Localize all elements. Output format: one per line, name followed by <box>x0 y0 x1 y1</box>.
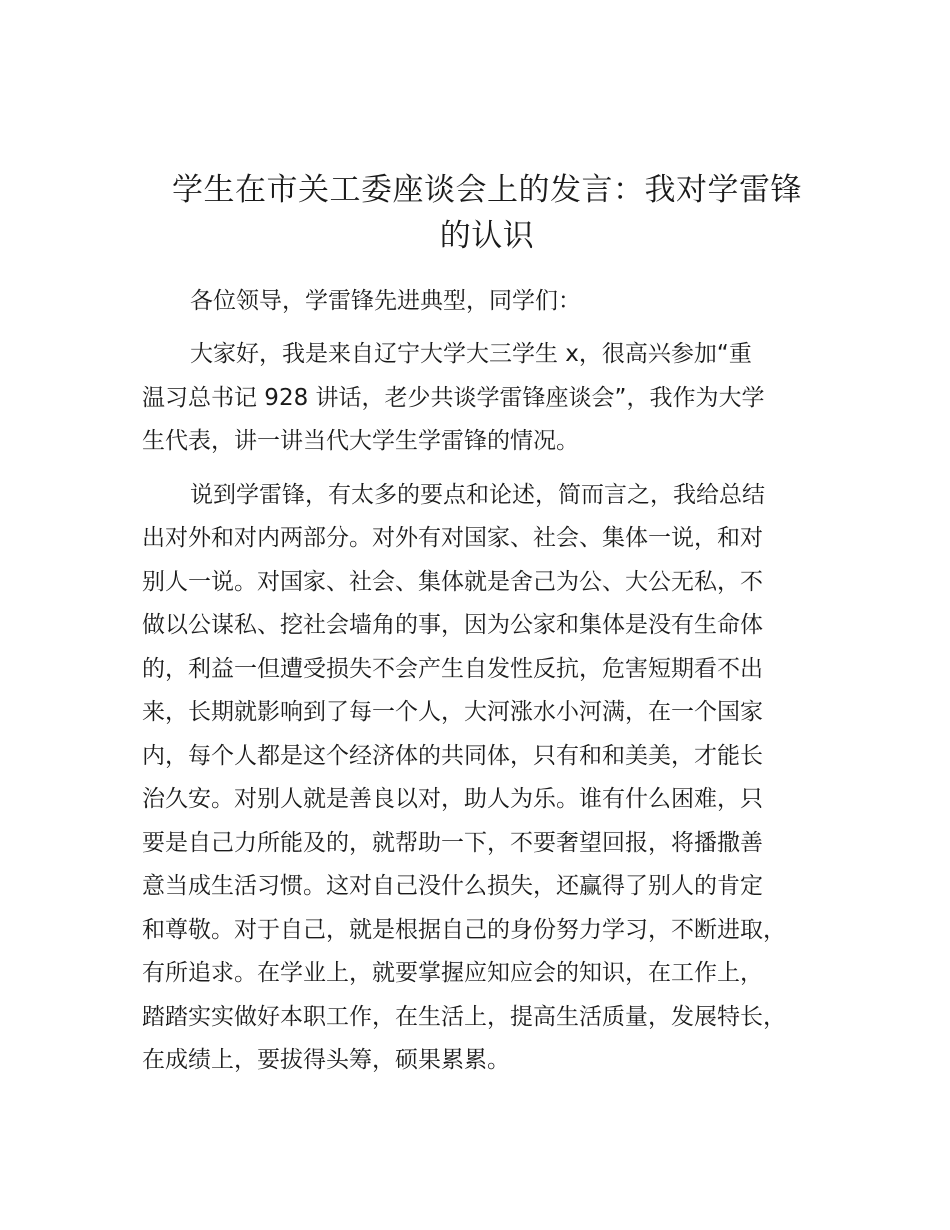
salutation: 各位领导，学雷锋先进典型，同学们： <box>190 288 581 314</box>
document-title <box>142 167 832 259</box>
paragraph-line: 要是自己力所能及的，就帮助一下，不要奢望回报，将播撒善 <box>142 829 763 856</box>
paragraph-greeting <box>142 333 832 464</box>
paragraph-line: 内，每个人都是这个经济体的共同体，只有和和美美，才能长 <box>142 742 763 769</box>
paragraph-line: 的，利益一但遭受损失不会产生自发性反抗，危害短期看不出 <box>142 655 763 682</box>
paragraph-line: 在成绩上，要拔得头筹，硕果累累。 <box>142 1047 510 1073</box>
paragraph-line: 生代表，讲一讲当代大学生学雷锋的情况。 <box>142 428 579 454</box>
paragraph-line: 来，长期就影响到了每一个人，大河涨水小河满，在一个国家 <box>142 699 763 725</box>
paragraph-line: 做以公谋私、挖社会墙角的事，因为公家和集体是没有生命体 <box>142 612 763 638</box>
title-line: 的认识 <box>439 218 535 254</box>
paragraph-line: 治久安。对别人就是善良以对，助人为乐。谁有什么困难，只 <box>142 786 763 812</box>
paragraph-line: 意当成生活习惯。这对自己没什么损失，还赢得了别人的肯定 <box>142 873 763 899</box>
paragraph-main <box>142 474 832 1083</box>
document-page <box>142 167 832 1083</box>
paragraph-line: 说到学雷锋，有太多的要点和论述，简而言之，我给总结 <box>190 481 765 508</box>
paragraph-line: 出对外和对内两部分。对外有对国家、社会、集体一说，和对 <box>142 525 763 551</box>
paragraph-line: 别人一说。对国家、社会、集体就是舍己为公、大公无私，不 <box>142 568 763 595</box>
title-line: 学生在市关工委座谈会上的发言：我对学雷锋 <box>172 172 802 208</box>
paragraph-line: 和尊敬。对于自己，就是根据自己的身份努力学习，不断进取， <box>142 916 786 943</box>
paragraph-line: 大家好，我是来自辽宁大学大三学生 x，很高兴参加“重 <box>190 341 752 367</box>
paragraph-line: 踏踏实实做好本职工作，在生活上，提高生活质量，发展特长， <box>142 1003 786 1030</box>
paragraph-line: 温习总书记 928 讲话，老少共谈学雷锋座谈会”，我作为大学 <box>142 384 765 411</box>
paragraph-line: 有所追求。在学业上，就要掌握应知应会的知识，在工作上， <box>142 960 763 986</box>
